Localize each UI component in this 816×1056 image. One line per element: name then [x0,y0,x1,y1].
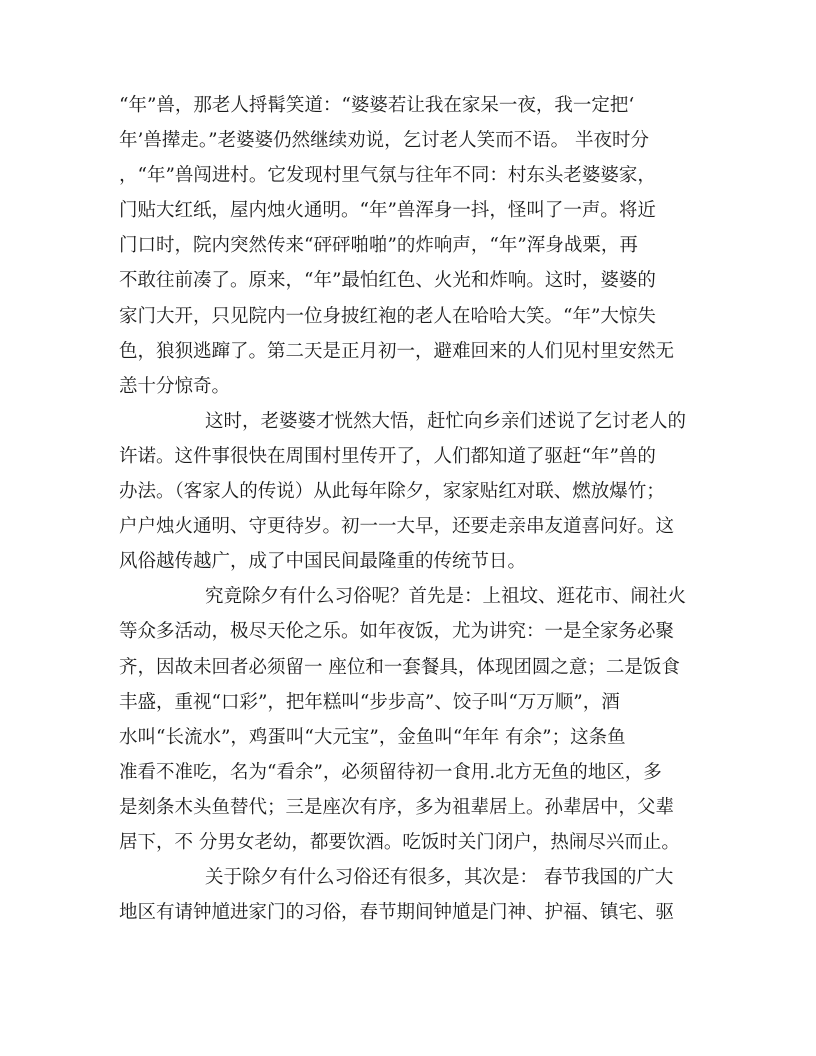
text-line: 户户烛火通明、守更待岁。初一一大早，还要走亲串友道喜问好。这 [119,516,675,538]
text-line: 家门大开，只见院内一位身披红袍的老人在哈哈大笑。“年”大惊失 [119,305,656,327]
text-line: 居下，不 分男女老幼，都要饮酒。吃饭时关门闭户，热闹尽兴而止。 [119,831,680,853]
text-line: ，“年”兽闯进村。它发现村里气氛与往年不同：村东头老婆婆家， [119,165,656,187]
text-line: 办法。（客家人的传说）从此每年除夕，家家贴红对联、燃放爆竹； [119,481,665,503]
text-line: 年’兽撵走。”老婆婆仍然继续劝说，乞讨老人笑而不语。 半夜时分 [119,130,649,152]
text-line: 风俗越传越广，成了中国民间最隆重的传统节日。 [119,551,527,573]
text-line: 是刻条木头鱼替代；三是座次有序，多为祖辈居上。孙辈居中，父辈 [119,796,675,818]
text-line: 恙十分惊奇。 [119,375,231,397]
paragraph-start-line: 究竟除夕有什么习俗呢？首先是：上祖坟、逛花市、闹社火 [205,586,687,608]
text-line: 准看不准吃，名为“看余”，必须留待初一食用.北方无鱼的地区，多 [119,761,662,783]
text-line: 丰盛，重视“口彩”，把年糕叫“步步高”、饺子叫“万万顺”，酒 [119,691,620,713]
text-line: 色，狼狈逃蹿了。第二天是正月初一，避难回来的人们见村里安然无 [119,340,675,362]
paragraph-start-line: 关于除夕有什么习俗还有很多，其次是： 春节我国的广大 [205,867,674,889]
text-line: 不敢往前凑了。原来，“年”最怕红色、火光和炸响。这时，婆婆的 [119,270,656,292]
text-line: 水叫“长流水”，鸡蛋叫“大元宝”，金鱼叫“年年 有余”；这条鱼 [119,726,626,748]
text-line: 许诺。这件事很快在周围村里传开了，人们都知道了驱赶“年”兽的 [119,445,656,467]
text-line: 地区有请钟馗进家门的习俗，春节期间钟馗是门神、护福、镇宅、驱 [119,902,675,924]
text-line: “年”兽，那老人捋髯笑道：“婆婆若让我在家呆一夜，我一定把‘ [119,95,635,116]
body-text [119,88,699,930]
text-line: 门口时，院内突然传来“砰砰啪啪”的炸响声，“年”浑身战栗，再 [119,235,638,257]
text-line: 齐，因故未回者必须留一 座位和一套餐具，体现团圆之意；二是饭食 [119,656,680,678]
paragraph-start-line: 这时，老婆婆才恍然大悟，赶忙向乡亲们述说了乞讨老人的 [205,410,687,432]
text-line: 门贴大红纸，屋内烛火通明。“年”兽浑身一抖，怪叫了一声。将近 [119,200,656,222]
text-line: 等众多活动，极尽天伦之乐。如年夜饭，尤为讲究：一是全家务必聚 [119,621,675,643]
